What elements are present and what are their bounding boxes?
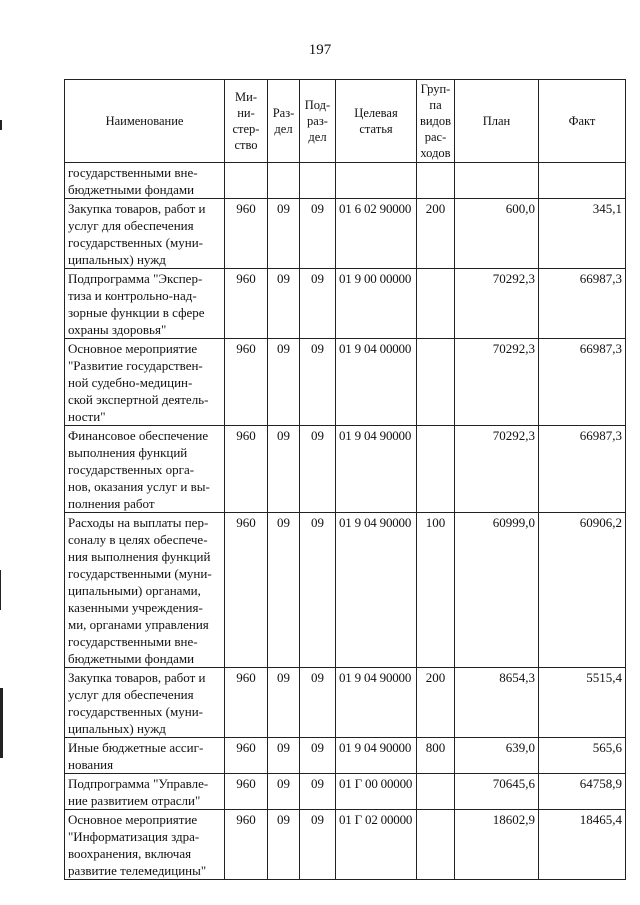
header-name: Наименование [65, 80, 225, 163]
name-line: Расходы на выплаты пер- [68, 515, 209, 530]
cell-plan: 18602,9 [455, 810, 539, 880]
name-line: развитие телемедицины" [68, 863, 207, 878]
cell-section: 09 [268, 810, 300, 880]
header-ministry [225, 80, 268, 163]
cell-target: 01 9 04 90000 [336, 738, 417, 774]
cell-section: 09 [268, 199, 300, 269]
header-line: видов [419, 114, 452, 128]
name-line: ние развитием отрасли" [68, 793, 201, 808]
cell-group [417, 426, 455, 513]
name-line: Основное мероприятие [68, 341, 198, 356]
cell-fact: 64758,9 [539, 774, 626, 810]
name-line: услуг для обеспечения [68, 687, 194, 702]
name-line: выполнения функций [68, 445, 188, 460]
cell-name [65, 199, 225, 269]
cell-section: 09 [268, 426, 300, 513]
cell-name [65, 269, 225, 339]
cell-fact: 5515,4 [539, 668, 626, 738]
scan-mark [0, 570, 1, 610]
cell-plan: 70645,6 [455, 774, 539, 810]
cell-fact: 18465,4 [539, 810, 626, 880]
name-line: государственными вне- [68, 634, 198, 649]
name-line: "Развитие государствен- [68, 358, 203, 373]
cell-ministry: 960 [225, 810, 268, 880]
cell-section: 09 [268, 513, 300, 668]
cell-name [65, 810, 225, 880]
name-line: воохранения, включая [68, 846, 192, 861]
cell-ministry: 960 [225, 269, 268, 339]
cell-subsection: 09 [300, 269, 336, 339]
table-row [65, 426, 626, 513]
name-line: Закупка товаров, работ и [68, 201, 206, 216]
cell-subsection: 09 [300, 339, 336, 426]
table-row [65, 339, 626, 426]
cell-group [417, 163, 455, 199]
header-line: Целевая [354, 106, 398, 120]
header-line: ство [234, 138, 258, 152]
cell-subsection: 09 [300, 668, 336, 738]
cell-subsection: 09 [300, 738, 336, 774]
cell-subsection: 09 [300, 513, 336, 668]
budget-table [64, 79, 626, 880]
cell-group: 200 [417, 668, 455, 738]
cell-ministry: 960 [225, 339, 268, 426]
table-row [65, 774, 626, 810]
header-subsection [300, 80, 336, 163]
name-line: государственными (муни- [68, 566, 212, 581]
table-row [65, 199, 626, 269]
name-line: Финансовое обеспечение [68, 428, 209, 443]
name-line: ципальных) нужд [68, 721, 166, 736]
name-line: бюджетными фондами [68, 182, 195, 197]
cell-ministry: 960 [225, 199, 268, 269]
name-line: услуг для обеспечения [68, 218, 194, 233]
cell-subsection: 09 [300, 810, 336, 880]
cell-group [417, 774, 455, 810]
cell-target: 01 9 00 00000 [336, 269, 417, 339]
name-line: соналу в целях обеспече- [68, 532, 208, 547]
cell-group [417, 339, 455, 426]
name-line: нования [68, 757, 114, 772]
cell-target: 01 9 04 90000 [336, 513, 417, 668]
name-line: ской экспертной деятель- [68, 392, 209, 407]
cell-subsection [300, 163, 336, 199]
cell-fact: 565,6 [539, 738, 626, 774]
cell-plan: 60999,0 [455, 513, 539, 668]
cell-name [65, 738, 225, 774]
header-line: Груп- [420, 82, 451, 96]
name-line: ния выполнения функций [68, 549, 211, 564]
cell-target [336, 163, 417, 199]
cell-subsection: 09 [300, 426, 336, 513]
cell-target: 01 9 04 00000 [336, 339, 417, 426]
table-row [65, 269, 626, 339]
cell-fact: 345,1 [539, 199, 626, 269]
name-line: нов, оказания услуг и вы- [68, 479, 210, 494]
header-line: Раз- [272, 106, 295, 120]
header-line: рас- [424, 130, 447, 144]
header-section [268, 80, 300, 163]
header-line: па [429, 98, 442, 112]
header-line: ходов [420, 146, 451, 160]
cell-target: 01 9 04 90000 [336, 668, 417, 738]
name-line: ной судебно-медицин- [68, 375, 193, 390]
table-row [65, 513, 626, 668]
cell-plan: 600,0 [455, 199, 539, 269]
header-line: ни- [237, 106, 255, 120]
header-line: Ми- [235, 90, 257, 104]
name-line: полнения работ [68, 496, 155, 511]
cell-target: 01 9 04 90000 [336, 426, 417, 513]
cell-ministry: 960 [225, 738, 268, 774]
table-row [65, 738, 626, 774]
name-line: государственных (муни- [68, 704, 203, 719]
cell-target: 01 Г 00 00000 [336, 774, 417, 810]
table-body [65, 163, 626, 880]
header-line: статья [359, 122, 393, 136]
header-line: раз- [307, 114, 328, 128]
name-line: государственными вне- [68, 165, 198, 180]
cell-group: 800 [417, 738, 455, 774]
cell-ministry [225, 163, 268, 199]
cell-plan: 70292,3 [455, 269, 539, 339]
cell-group: 100 [417, 513, 455, 668]
cell-name [65, 339, 225, 426]
name-line: ципальными) органами, [68, 583, 201, 598]
name-line: бюджетными фондами [68, 651, 195, 666]
cell-section: 09 [268, 269, 300, 339]
name-line: Основное мероприятие [68, 812, 198, 827]
table-row [65, 810, 626, 880]
cell-fact: 60906,2 [539, 513, 626, 668]
cell-name [65, 426, 225, 513]
scan-mark [0, 120, 2, 130]
cell-fact: 66987,3 [539, 339, 626, 426]
page-number: 197 [308, 42, 332, 58]
cell-plan [455, 163, 539, 199]
cell-name [65, 774, 225, 810]
cell-name [65, 668, 225, 738]
name-line: ности" [68, 409, 106, 424]
cell-subsection: 09 [300, 199, 336, 269]
name-line: тиза и контрольно-над- [68, 288, 197, 303]
table-row [65, 163, 626, 199]
cell-fact: 66987,3 [539, 269, 626, 339]
header-line: стер- [232, 122, 260, 136]
header-line: дел [308, 130, 327, 144]
header-group [417, 80, 455, 163]
name-line: Закупка товаров, работ и [68, 670, 206, 685]
cell-plan: 8654,3 [455, 668, 539, 738]
header-plan: План [455, 80, 539, 163]
cell-target: 01 6 02 90000 [336, 199, 417, 269]
name-line: Иные бюджетные ассиг- [68, 740, 204, 755]
cell-fact: 66987,3 [539, 426, 626, 513]
cell-target: 01 Г 02 00000 [336, 810, 417, 880]
cell-ministry: 960 [225, 774, 268, 810]
cell-name [65, 163, 225, 199]
cell-plan: 70292,3 [455, 339, 539, 426]
cell-section [268, 163, 300, 199]
table-row [65, 668, 626, 738]
header-line: Под- [304, 98, 331, 112]
name-line: ми, органами управления [68, 617, 209, 632]
cell-section: 09 [268, 339, 300, 426]
name-line: ципальных) нужд [68, 252, 166, 267]
header-fact: Факт [539, 80, 626, 163]
header-line: дел [274, 122, 293, 136]
name-line: государственных (муни- [68, 235, 203, 250]
cell-ministry: 960 [225, 668, 268, 738]
cell-group [417, 269, 455, 339]
cell-fact [539, 163, 626, 199]
cell-section: 09 [268, 738, 300, 774]
cell-ministry: 960 [225, 426, 268, 513]
cell-ministry: 960 [225, 513, 268, 668]
cell-group: 200 [417, 199, 455, 269]
cell-plan: 70292,3 [455, 426, 539, 513]
cell-section: 09 [268, 774, 300, 810]
cell-name [65, 513, 225, 668]
cell-group [417, 810, 455, 880]
name-line: казенными учреждения- [68, 600, 203, 615]
cell-subsection: 09 [300, 774, 336, 810]
name-line: Подпрограмма "Экспер- [68, 271, 203, 286]
name-line: Подпрограмма "Управле- [68, 776, 209, 791]
table-header-row [65, 80, 626, 163]
name-line: государственных орга- [68, 462, 195, 477]
scan-mark [0, 688, 3, 758]
cell-plan: 639,0 [455, 738, 539, 774]
name-line: "Информатизация здра- [68, 829, 200, 844]
cell-section: 09 [268, 668, 300, 738]
name-line: зорные функции в сфере [68, 305, 205, 320]
header-target [336, 80, 417, 163]
name-line: охраны здоровья" [68, 322, 167, 337]
